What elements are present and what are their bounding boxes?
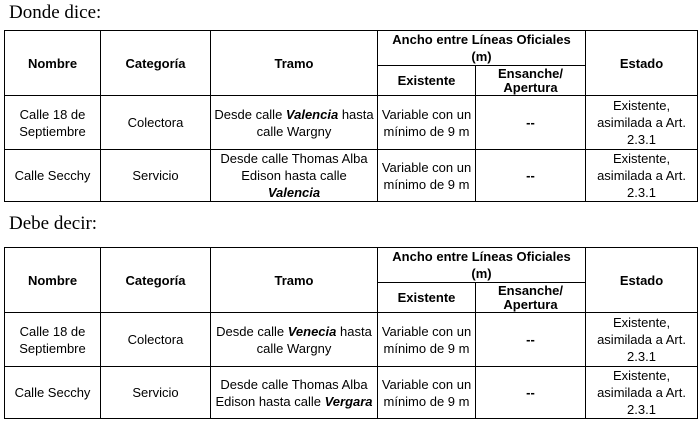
- cell-tramo: [211, 313, 378, 367]
- header-tramo: Tramo: [211, 31, 378, 96]
- header-row: [5, 31, 698, 66]
- section-title-debe-decir: Debe decir:: [9, 213, 98, 234]
- tramo-text-end: hasta calle Wargny: [256, 106, 374, 139]
- header-estado: Estado: [586, 248, 698, 313]
- cell-existente: Variable con un mínimo de 9 m: [378, 313, 476, 367]
- cell-ensanche: --: [476, 313, 586, 367]
- table-row: [5, 96, 698, 150]
- header-ancho-line2: (m): [471, 49, 492, 64]
- cell-estado: Existente, asimilada a Art. 2.3.1: [586, 150, 698, 202]
- header-ensanche-line1: Ensanche/: [497, 282, 564, 298]
- table-row: [5, 367, 698, 419]
- tramo-street-highlight: Vergara: [324, 393, 373, 409]
- header-nombre: Nombre: [5, 31, 101, 96]
- cell-ensanche: --: [476, 150, 586, 202]
- header-ancho: [378, 31, 586, 66]
- header-ancho-line2: (m): [471, 266, 492, 281]
- cell-nombre: Calle Secchy: [5, 367, 101, 419]
- cell-tramo: [211, 150, 378, 202]
- cell-existente: Variable con un mínimo de 9 m: [378, 367, 476, 419]
- cell-existente: Variable con un mínimo de 9 m: [378, 96, 476, 150]
- cell-categoria: Servicio: [101, 367, 211, 419]
- cell-categoria: Servicio: [101, 150, 211, 202]
- section-title-donde-dice: Donde dice:: [9, 2, 102, 23]
- table-row: [5, 150, 698, 202]
- cell-ensanche: --: [476, 96, 586, 150]
- cell-nombre: Calle 18 de Septiembre: [5, 96, 101, 150]
- header-row: [5, 248, 698, 283]
- header-ensanche-line2: Apertura: [503, 296, 558, 312]
- cell-estado: Existente, asimilada a Art. 2.3.1: [586, 313, 698, 367]
- tramo-text: Desde calle: [216, 323, 288, 339]
- header-ancho-line1: Ancho entre Líneas Oficiales: [392, 32, 571, 47]
- header-ensanche-line1: Ensanche/: [497, 65, 564, 81]
- header-tramo: Tramo: [211, 248, 378, 313]
- cell-estado: Existente, asimilada a Art. 2.3.1: [586, 96, 698, 150]
- header-categoria: Categoría: [101, 31, 211, 96]
- tramo-street-highlight: Valencia: [285, 106, 339, 122]
- tramo-street-highlight: Venecia: [287, 323, 337, 339]
- cell-existente: Variable con un mínimo de 9 m: [378, 150, 476, 202]
- header-ensanche: [476, 283, 586, 313]
- cell-estado: Existente, asimilada a Art. 2.3.1: [586, 367, 698, 419]
- header-ensanche-line2: Apertura: [503, 79, 558, 95]
- cell-nombre: Calle Secchy: [5, 150, 101, 202]
- street-table-debe-decir: [4, 247, 698, 419]
- tramo-text: Desde calle Thomas Alba Edison hasta calle: [215, 376, 368, 409]
- tramo-text: Desde calle Thomas Alba Edison hasta calle: [220, 151, 368, 183]
- cell-tramo: [211, 367, 378, 419]
- header-existente: Existente: [378, 283, 476, 313]
- header-existente: Existente: [378, 66, 476, 96]
- tramo-text-end: hasta calle Wargny: [256, 323, 372, 356]
- header-nombre: Nombre: [5, 248, 101, 313]
- cell-ensanche: --: [476, 367, 586, 419]
- header-ancho: [378, 248, 586, 283]
- cell-nombre: Calle 18 de Septiembre: [5, 313, 101, 367]
- cell-categoria: Colectora: [101, 96, 211, 150]
- header-estado: Estado: [586, 31, 698, 96]
- table-row: [5, 313, 698, 367]
- header-ensanche: [476, 66, 586, 96]
- cell-categoria: Colectora: [101, 313, 211, 367]
- street-table-donde-dice: [4, 30, 698, 202]
- header-ancho-line1: Ancho entre Líneas Oficiales: [392, 249, 571, 264]
- cell-tramo: [211, 96, 378, 150]
- tramo-street-highlight: Valencia: [267, 185, 321, 200]
- tramo-text: Desde calle: [214, 106, 286, 122]
- header-categoria: Categoría: [101, 248, 211, 313]
